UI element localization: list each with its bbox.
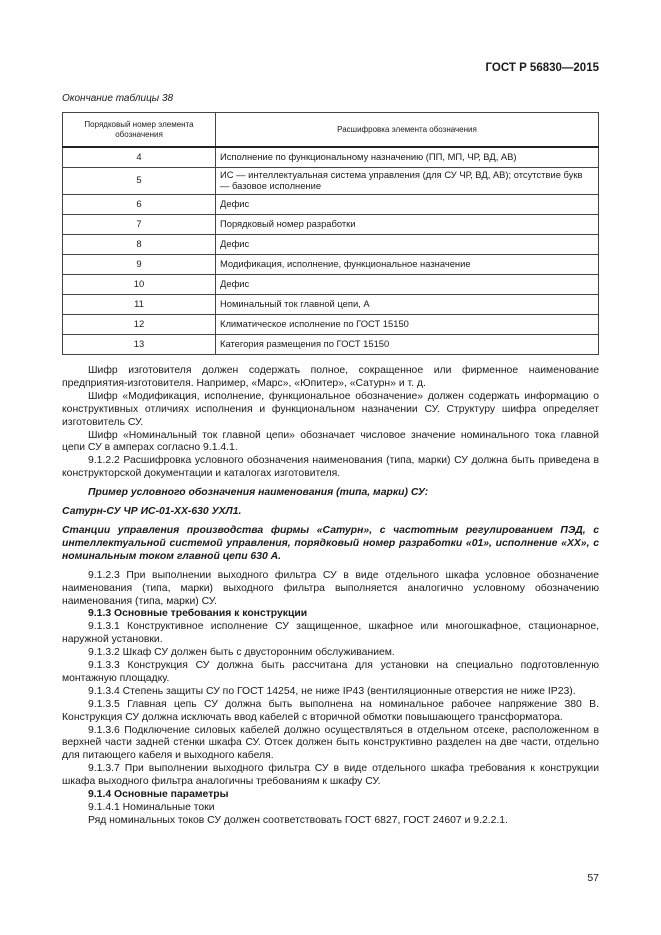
row-number-cell: 5	[63, 168, 216, 195]
row-description-cell: Климатическое исполнение по ГОСТ 15150	[216, 314, 599, 334]
table-row	[63, 234, 599, 254]
table-row	[63, 314, 599, 334]
row-number-cell: 11	[63, 294, 216, 314]
row-number-cell: 7	[63, 214, 216, 234]
section-heading: 9.1.3 Основные требования к конструкции	[88, 608, 308, 620]
table-header-row	[63, 113, 599, 148]
paragraph: Шифр «Модификация, исполнение, функциональное обозначение» должен содержать информацию о конструктивных отличиях исполнения и функциональном назначении СУ. Структуру шифра определяет изготовитель СУ.	[62, 390, 599, 428]
row-description-cell: Исполнение по функциональному назначению (ПП, МП, ЧР, ВД, АВ)	[216, 147, 599, 168]
row-number-cell: 12	[63, 314, 216, 334]
row-description-cell: Номинальный ток главной цепи, А	[216, 294, 599, 314]
column-header-description: Расшифровка элемента обозначения	[216, 113, 599, 148]
row-description-cell: Дефис	[216, 194, 599, 214]
paragraph: 9.1.3.7 При выполнении выходного фильтра СУ в виде отдельного шкафа требования к конструкции шкафа выходного фильтра аналогичны требованиям к шкафу СУ.	[62, 763, 599, 788]
paragraph: 9.1.3.6 Подключение силовых кабелей должно осуществляться в отдельном отсеке, расположенном в верхней части задней стенки шкафа СУ. Отсек должен быть конструктивно разделен на две части, отдельно для питающего кабеля и выходного кабеля.	[62, 724, 599, 762]
paragraph: Шифр «Номинальный ток главной цепи» обозначает числовое значение номинального тока главной цепи СУ в амперах согласно 9.1.4.1.	[62, 429, 599, 454]
example-title: Пример условного обозначения наименования (типа, марки) СУ:	[88, 487, 429, 499]
paragraph: 9.1.3.1 Конструктивное исполнение СУ защищенное, шкафное или многошкафное, стационарное, наружной установки.	[62, 621, 599, 646]
page-number: 57	[587, 872, 599, 884]
paragraph: Шифр изготовителя должен содержать полное, сокращенное или фирменное наименование предприятия-изготовителя. Например, «Марс», «Юпитер», «Сатурн» и т. д.	[62, 365, 599, 389]
row-number-cell: 6	[63, 194, 216, 214]
table-row	[63, 194, 599, 214]
paragraph: 9.1.2.3 При выполнении выходного фильтра СУ в виде отдельного шкафа условное обозначение наименования (типа, марки) выходного фильтра выполняется аналогично условному обозначению наименования (типа, марки) СУ.	[62, 569, 599, 607]
row-number-cell: 8	[63, 234, 216, 254]
paragraph: 9.1.3.5 Главная цепь СУ должна быть выполнена на номинальное рабочее напряжение 380 В. Конструкция СУ должна исключать ввод кабелей с вторичной обмотки повышающего трансформатора.	[62, 698, 599, 723]
paragraph: 9.1.2.2 Расшифровка условного обозначения наименования (типа, марки) СУ должна быть приведена в конструкторской документации и каталогах изготовителя.	[62, 455, 599, 480]
table-row	[63, 147, 599, 168]
paragraph: 9.1.3.2 Шкаф СУ должен быть с двусторонним обслуживанием.	[88, 647, 395, 659]
table-row	[63, 214, 599, 234]
row-description-cell: Модификация, исполнение, функциональное назначение	[216, 254, 599, 274]
paragraph: 9.1.3.3 Конструкция СУ должна быть рассчитана для установки на специально подготовленную монтажную площадку.	[62, 660, 599, 684]
row-number-cell: 4	[63, 147, 216, 168]
designation-table	[62, 112, 599, 355]
paragraph: 9.1.3.4 Степень защиты СУ по ГОСТ 14254, не ниже IP43 (вентиляционные отверстия не ниже IP23).	[88, 685, 576, 697]
table-row	[63, 334, 599, 354]
body-text	[62, 365, 599, 828]
table-row	[63, 274, 599, 294]
document-header: ГОСТ Р 56830—2015	[485, 62, 599, 74]
row-description-cell: Дефис	[216, 234, 599, 254]
table-row	[63, 294, 599, 314]
row-description-cell: ИС — интеллектуальная система управления (для СУ ЧР, ВД, АВ); отсутствие букв — базовое исполнение	[216, 168, 599, 195]
table-row	[63, 254, 599, 274]
table-caption: Окончание таблицы 38	[62, 93, 174, 104]
section-heading: 9.1.4 Основные параметры	[88, 789, 229, 801]
row-number-cell: 9	[63, 254, 216, 274]
row-number-cell: 13	[63, 334, 216, 354]
row-description-cell: Дефис	[216, 274, 599, 294]
example-text: Станции управления производства фирмы «Сатурн», с частотным регулированием ПЭД, с интеллектуальной системой управления, порядковый номер разработки «01», исполнение «ХХ», с номинальным током главной цепи 630 А.	[62, 524, 599, 562]
row-description-cell: Порядковый номер разработки	[216, 214, 599, 234]
column-header-number: Порядковый номер элемента обозначения	[63, 113, 216, 148]
row-number-cell: 10	[63, 274, 216, 294]
row-description-cell: Категория размещения по ГОСТ 15150	[216, 334, 599, 354]
paragraph: Ряд номинальных токов СУ должен соответствовать ГОСТ 6827, ГОСТ 24607 и 9.2.2.1.	[88, 814, 508, 826]
table-row	[63, 168, 599, 195]
paragraph: 9.1.4.1 Номинальные токи	[88, 802, 215, 813]
example-code: Сатурн-СУ ЧР ИС-01-ХХ-630 УХЛ1.	[62, 506, 242, 518]
